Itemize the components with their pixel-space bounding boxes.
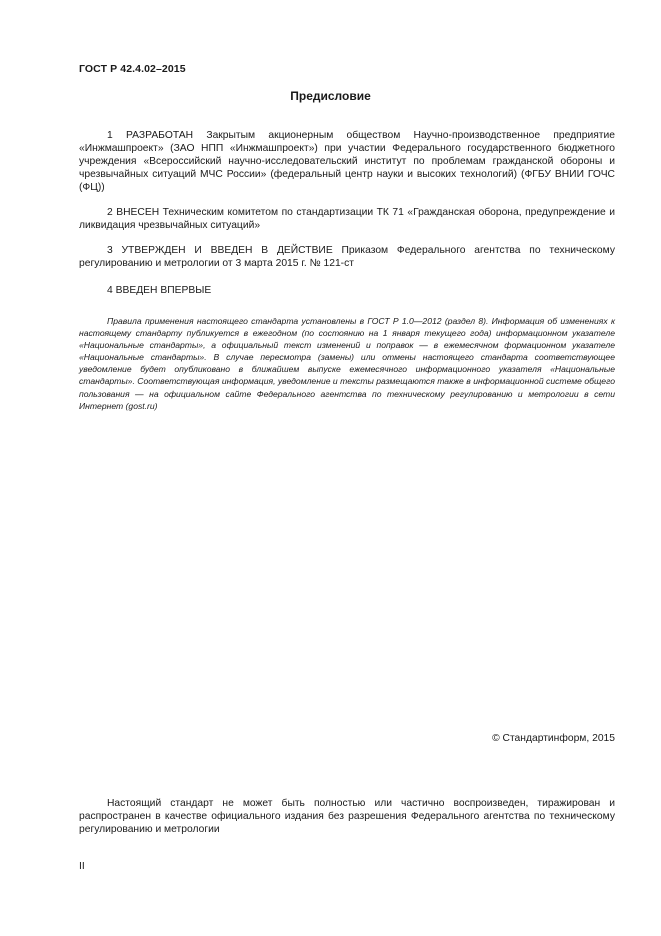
section-approved: 3 УТВЕРЖДЕН И ВВЕДЕН В ДЕЙСТВИЕ Приказом Федерального агентства по техническому регулированию и метрологии от 3 марта 2015 г. № 121-ст (79, 245, 615, 270)
standard-code: ГОСТ Р 42.4.02–2015 (79, 63, 186, 75)
reproduction-notice: Настоящий стандарт не может быть полностью или частично воспроизведен, тиражирован и распространен в качестве официального издания без разрешения Федерального агентства по техническому регулированию и метрологии (79, 798, 615, 836)
page-number: II (79, 861, 85, 872)
copyright-notice: © Стандартинформ, 2015 (492, 733, 615, 744)
section-developed: 1 РАЗРАБОТАН Закрытым акционерным обществом Научно-производственное предприятие «Инжмашпроект» (ЗАО НПП «Инжмашпроект») при участии Федерального государственного бюджетного учреждения «Всероссийский научно-исследовательский институт по проблемам гражданской обороны и чрезвычайных ситуаций МЧС России» (федеральный центр науки и высоких технологий) (ФГБУ ВНИИ ГОЧС (ФЦ)) (79, 130, 615, 194)
section-introduced: 4 ВВЕДЕН ВПЕРВЫЕ (107, 285, 212, 296)
page-title: Предисловие (290, 89, 371, 103)
application-rules-note: Правила применения настоящего стандарта установлены в ГОСТ Р 1.0—2012 (раздел 8). Информация об изменениях к настоящему стандарту публикуется в ежегодном (по состоянию на 1 января текущего года) информационном указателе «Национальные стандарты», а официальный текст изменений и поправок — в ежемесячном формационном указателе «Национальные стандарты». В случае пересмотра (замены) или отмены настоящего стандарта соответствующее уведомление будет опубликовано в ближайшем выпуске ежемесячного информационного указателя «Национальные стандарты». Соответствующая информация, уведомление и тексты размещаются также в информационной системе общего пользования — на официальном сайте Федерального агентства по техническому регулированию и метрологии в сети Интернет (gost.ru) (79, 316, 615, 411)
section-submitted: 2 ВНЕСЕН Техническим комитетом по стандартизации ТК 71 «Гражданская оборона, предупреждение и ликвидация чрезвычайных ситуаций» (79, 207, 615, 232)
